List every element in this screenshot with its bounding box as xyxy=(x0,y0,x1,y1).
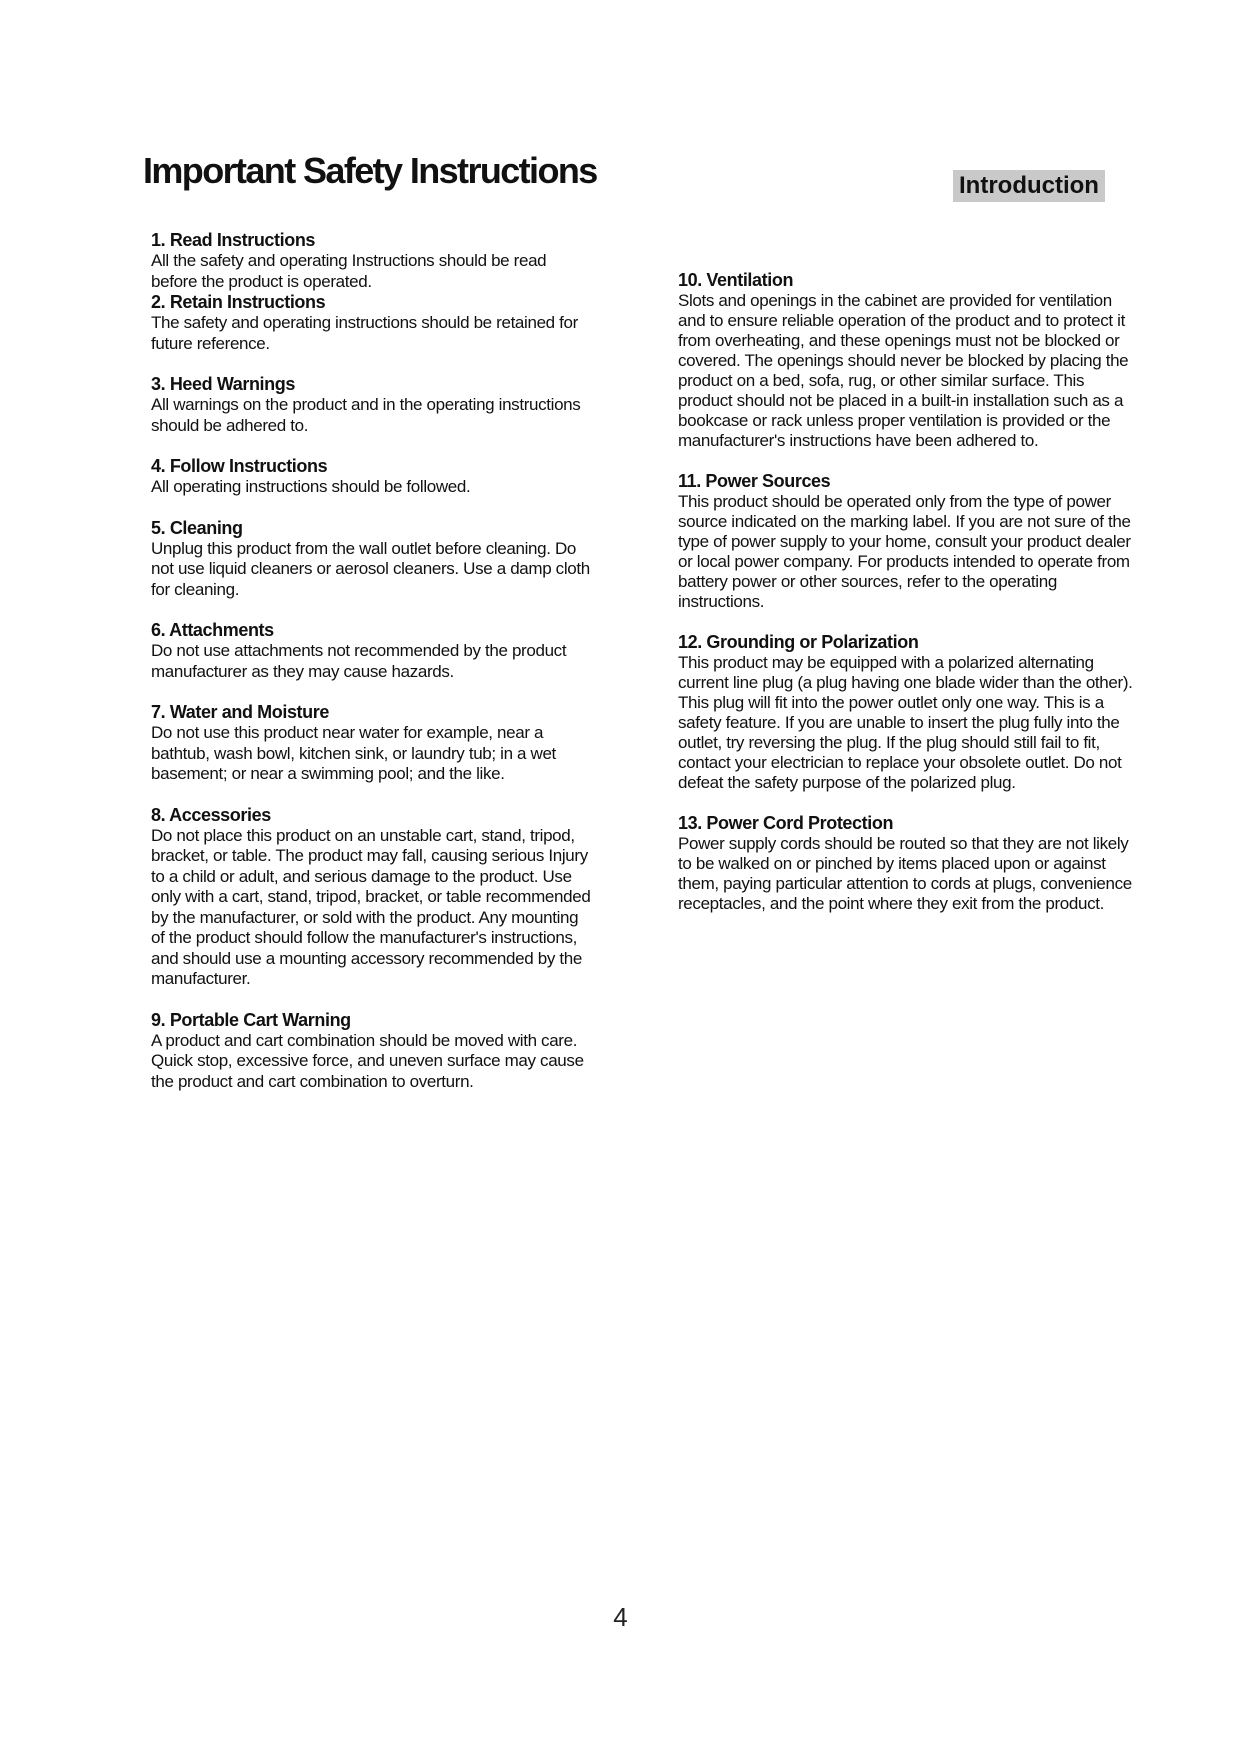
instruction-body: Do not use attachments not recommended by the product manufacturer as they may cause hazards. xyxy=(151,641,567,681)
instruction-item xyxy=(678,813,1138,914)
instruction-heading: 12. Grounding or Polarization xyxy=(678,632,919,652)
instruction-heading: 4. Follow Instructions xyxy=(151,456,328,476)
instruction-body: This product should be operated only from the type of power source indicated on the marking label. If you are not sure of the type of power supply to your home, consult your product dealer or local power company. For products intended to operate from battery power or other sources, refer to the operating instructions. xyxy=(678,492,1131,611)
instruction-item xyxy=(151,456,596,498)
instruction-body: All warnings on the product and in the operating instructions should be adhered to. xyxy=(151,395,581,435)
instruction-body: Unplug this product from the wall outlet before cleaning. Do not use liquid cleaners or aerosol cleaners. Use a damp cloth for cleaning. xyxy=(151,538,590,599)
instruction-heading: 7. Water and Moisture xyxy=(151,702,329,722)
instruction-body: Power supply cords should be routed so that they are not likely to be walked on or pinched by items placed upon or against them, paying particular attention to cords at plugs, convenience receptacles, and the point where they exit from the product. xyxy=(678,834,1132,913)
instruction-item xyxy=(151,230,596,292)
page-title: Important Safety Instructions xyxy=(143,150,597,191)
instruction-heading: 10. Ventilation xyxy=(678,270,794,290)
instruction-heading: 13. Power Cord Protection xyxy=(678,813,894,833)
instruction-heading: 9. Portable Cart Warning xyxy=(151,1009,351,1030)
instruction-heading: 8. Accessories xyxy=(151,804,271,825)
page-number: 4 xyxy=(613,1602,628,1632)
instruction-body: All operating instructions should be followed. xyxy=(151,477,471,496)
instruction-heading: 11. Power Sources xyxy=(678,471,831,491)
instruction-body: Do not place this product on an unstable cart, stand, tripod, bracket, or table. The product may fall, causing serious Injury to a child or adult, and serious damage to the product. Use only with a cart, stand, tripod, bracket, or table recommended by the manufacturer, or sold with the product. Any mounting of the product should follow the manufacturer's instructions, and should use a mounting accessory recommended by the manufacturer. xyxy=(151,825,591,988)
instruction-item xyxy=(151,292,596,354)
instruction-body: The safety and operating instructions should be retained for future reference. xyxy=(151,313,578,353)
instruction-heading: 1. Read Instructions xyxy=(151,230,316,250)
instruction-body: Do not use this product near water for example, near a bathtub, wash bowl, kitchen sink, or laundry tub; in a wet basement; or near a swimming pool; and the like. xyxy=(151,723,556,783)
instruction-body: This product may be equipped with a polarized alternating current line plug (a plug having one blade wider than the other). This plug will fit into the power outlet only one way. This is a safety feature. If you are unable to insert the plug fully into the outlet, try reversing the plug. If the plug should still fail to fit, contact your electrician to replace your obsolete outlet. Do not defeat the safety purpose of the polarized plug. xyxy=(678,653,1133,792)
section-tab-introduction: Introduction xyxy=(953,170,1105,202)
instruction-body: Slots and openings in the cabinet are provided for ventilation and to ensure reliable operation of the product and to protect it from overheating, and these openings must not be blocked or covered. The openings should never be blocked by placing the product on a bed, sofa, rug, or other similar surface. This product should not be placed in a built-in installation such as a bookcase or rack unless proper ventilation is provided or the manufacturer's instructions have been adhered to. xyxy=(678,291,1129,450)
right-column xyxy=(678,270,1138,934)
instruction-item xyxy=(151,805,596,990)
instruction-item xyxy=(678,471,1138,612)
instruction-item xyxy=(151,374,596,436)
instruction-item xyxy=(151,702,596,785)
instruction-item xyxy=(151,620,596,682)
instruction-item xyxy=(151,518,596,601)
instruction-heading: 6. Attachments xyxy=(151,620,274,640)
instruction-body: All the safety and operating Instructions should be read before the product is operated. xyxy=(151,251,547,291)
instruction-item xyxy=(151,1010,596,1093)
instruction-heading: 5. Cleaning xyxy=(151,517,243,538)
left-column xyxy=(151,230,596,1112)
instruction-body: A product and cart combination should be moved with care. Quick stop, excessive force, and uneven surface may cause the product and cart combination to overturn. xyxy=(151,1030,584,1091)
instruction-item xyxy=(678,270,1138,451)
instruction-heading: 2. Retain Instructions xyxy=(151,292,326,312)
instruction-heading: 3. Heed Warnings xyxy=(151,374,295,394)
instruction-item xyxy=(678,632,1138,793)
